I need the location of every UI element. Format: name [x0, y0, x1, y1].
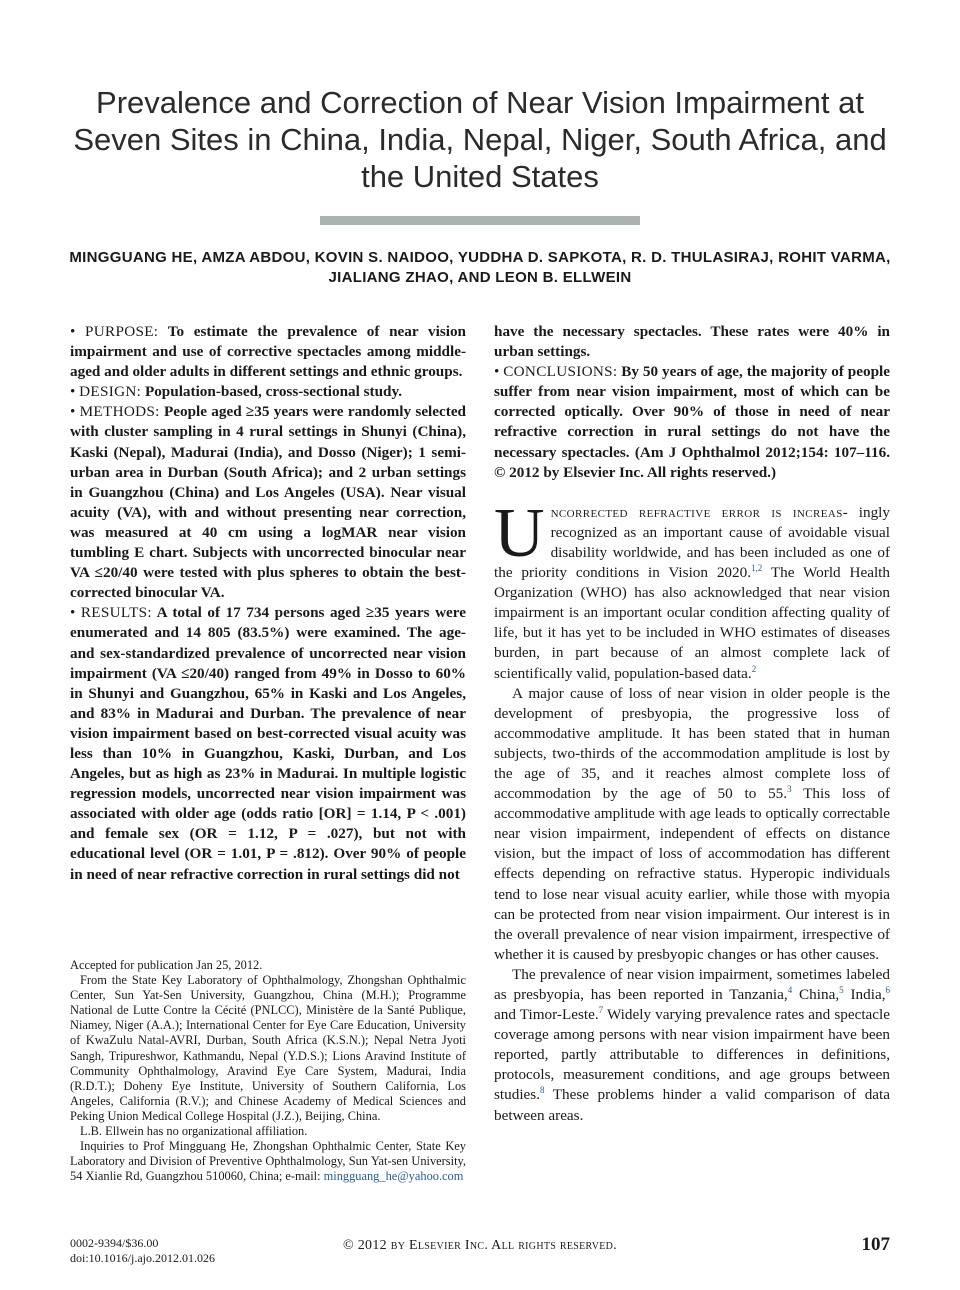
page-footer — [70, 1236, 890, 1276]
body-paragraph-2: A major cause of loss of near vision in older people is the development of presbyopia, the progressive loss of accommodative amplitude. It has been stated that in human subjects, two-thirds of the accommodation amplitude is lost by the age of 35, and it reaches almost complete loss of accommodation by the age of 50 to 55.$^3$ This loss of accommodative amplitude with age leads to optically correctable near vision impairment, independent of effects on distance vision, but the impact of loss of accommodation has different effects depending on refractive status. Hyperopic individuals tend to lose near visual acuity earlier, while those with myopia can be protected from near vision impairment. Our interest is in the overall prevalence of near vision impairment, irrespective of whether it is caused by presbyopic changes or has other causes. — [494, 684, 890, 963]
design-text: Population-based, cross-sectional study. — [144, 383, 403, 401]
reference-link[interactable]: 6 — [885, 984, 890, 995]
reference-link[interactable]: 8 — [540, 1085, 545, 1096]
drop-cap: U — [494, 494, 545, 572]
doi: doi:10.1016/j.ajo.2012.01.026 — [70, 1251, 215, 1265]
purpose-label: PURPOSE: — [85, 323, 159, 340]
abstract-results-continued: have the necessary spectacles. These rates were 40% in urban settings. — [494, 323, 890, 361]
accepted-date: Accepted for publication Jan 25, 2012. — [70, 958, 263, 972]
title-rule — [320, 216, 640, 225]
email-link[interactable]: mingguang_he@yahoo.com — [323, 1169, 464, 1184]
methods-label: METHODS: — [79, 403, 160, 421]
design-label: DESIGN: — [79, 383, 142, 401]
right-column — [494, 322, 890, 1126]
reference-link[interactable]: 5 — [839, 984, 844, 995]
abstract-purpose: • PURPOSE: To estimate the prevalence of near vision impairment and use of corrective spectacles among middle-aged and older adults in different settings and ethnic groups. — [70, 323, 466, 381]
article-title: Prevalence and Correction of Near Vision Impairment at Seven Sites in China, India, Nepal, Niger, South Africa, and the United States — [73, 85, 887, 194]
disclosure: L.B. Ellwein has no organizational affiliation. — [80, 1124, 308, 1139]
correspondence: Inquiries to Prof Mingguang He, Zhongshan Ophthalmic Center, State Key Laboratory and Division of Preventive Ophthalmology, Sun Yat-sen University, 54 Xianlie Rd, Guangzhou 510060, China; e-mail: mingguang_he@yahoo.com — [70, 1139, 466, 1184]
journal-citation: (Am J Ophthalmol 2012;154: 107–116. © 2012 by Elsevier Inc. All rights reserved.) — [494, 443, 890, 481]
results-label: RESULTS: — [80, 604, 152, 622]
abstract-methods: • METHODS: People aged ≥35 years were randomly selected with cluster sampling in 4 rural settings in Shunyi (China), Kaski (Nepal), Madurai (India), and Dosso (Niger); 1 semi-urban area in Durban (South Africa); and 2 urban settings in Guangzhou (China) and Los Angeles (USA). Near visual acuity (VA), with and without presenting near correction, was measured at 40 cm using a logMAR near vision tumbling E chart. Subjects with uncorrected binocular near VA ≤20/40 were tested with plus spheres to obtain the best-corrected binocular VA. — [70, 403, 467, 602]
issn-price: 0002-9394/$36.00 — [70, 1236, 159, 1250]
article-body — [494, 494, 890, 1126]
abstract-left-column — [70, 322, 466, 885]
body-paragraph-3: The prevalence of near vision impairment, sometimes labeled as presbyopia, has been reported in Tanzania,$^4$ China,$^5$ India,$^6$ and Timor-Leste.$^7$ Widely varying prevalence rates and spectacle coverage among persons with near vision impairment have been reported, partly attributable to differences in definitions, protocols, measurement conditions, and age groups between studies.$^8$ These problems hinder a valid comparison of data between areas. — [494, 965, 890, 1124]
purpose-text: To estimate the prevalence of near vision impairment and use of corrective spectacles among middle-aged and older adults in different settings and ethnic groups. — [70, 323, 466, 381]
abstract-results: • RESULTS: A total of 17 734 persons aged ≥35 years were enumerated and 14 805 (83.5%) were examined. The age- and sex-standardized prevalence of uncorrected near vision impairment (VA ≤20/40) ranged from 49% in Dosso to 60% in Shunyi and Guangzhou, 65% in Kaski and Los Angeles, and 83% in Madurai and Durban. The prevalence of near vision impairment based on best-corrected visual acuity was less than 10% in Guangzhou, Kaski, Durban, and Los Angeles, but as high as 23% in Madurai. In multiple logistic regression models, uncorrected near vision impairment was associated with older age (odds ratio [OR] = 1.14, P < .001) and female sex (OR = 1.12, P = .027), but not with educational level (OR = 1.01, P = .812). Over 90% of people in need of near refractive correction in rural settings did not — [70, 604, 466, 883]
reference-link[interactable]: 4 — [787, 984, 793, 995]
body-paragraph-1: Uncorrected refractive error is increas- ingly recognized as an important cause of avoidable visual disability worldwide, and has been included as one of the priority conditions in Vision 2020.$^{1,2}$ The World Health Organization (WHO) has also acknowledged that near vision impairment is an important ocular condition affecting quality of life, but it has yet to be included in WHO estimates of diseases burden, in part because of an almost complete lack of scientifically valid, population-based data.$^2$ — [494, 494, 890, 682]
author-list: MINGGUANG HE, AMZA ABDOU, KOVIN S. NAIDOO, YUDDHA D. SAPKOTA, R. D. THULASIRAJ, ROHIT VARMA, JIALIANG ZHAO, AND LEON B. ELLWEIN — [69, 249, 891, 286]
abstract-conclusions: • CONCLUSIONS: By 50 years of age, the majority of people suffer from near vision impairment, most of which can be corrected optically. Over 90% of those in need of near refractive correction in rural settings do not have the necessary spectacles. (Am J Ophthalmol 2012;154: 107–116. © 2012 by Elsevier Inc. All rights reserved.) — [494, 363, 890, 481]
conclusions-label: CONCLUSIONS: — [503, 363, 618, 381]
page-number: 107 — [861, 1234, 890, 1255]
reference-link[interactable]: 3 — [787, 784, 792, 794]
reference-link[interactable]: 1,2 — [751, 562, 763, 573]
copyright-notice: © 2012 by Elsevier Inc. All rights reserved. — [343, 1238, 617, 1253]
results-text: A total of 17 734 persons aged ≥35 years were enumerated and 14 805 (83.5%) were examined. The age- and sex-standardized prevalence of uncorrected near vision impairment (VA ≤20/40) ranged from 49% in Dosso to 60% in Shunyi and Guangzhou, 65% in Kaski and Los Angeles, and 83% in Madurai and Durban. The prevalence of near vision impairment based on best-corrected visual acuity was less than 10% in Guangzhou, Kaski, Durban, and Los Angeles, but as high as 23% in Madurai. In multiple logistic regression models, uncorrected near vision impairment was associated with older age (odds ratio [OR] = 1.14, P < .001) and female sex (OR = 1.12, P = .027), but not with educational level (OR = 1.01, P = .812). Over 90% of people in need of near refractive correction in rural settings did not — [70, 604, 466, 883]
abstract-design: • DESIGN: Population-based, cross-sectional study. — [70, 383, 403, 401]
reference-link[interactable]: 2 — [751, 663, 757, 674]
conclusions-text: By 50 years of age, the majority of people suffer from near vision impairment, most of which can be corrected optically. Over 90% of those in need of near refractive correction in rural settings do not have the necessary spectacles. — [494, 363, 890, 461]
methods-text: People aged ≥35 years were randomly selected with cluster sampling in 4 rural settings in Shunyi (China), Kaski (Nepal), Madurai (India), and Dosso (Niger); 1 semi-urban area in Durban (South Africa); and 2 urban settings in Guangzhou (China) and Los Angeles (USA). Near visual acuity (VA), with and without presenting near correction, was measured at 40 cm using a logMAR near vision tumbling E chart. Subjects with uncorrected binocular near VA ≤20/40 were tested with plus spheres to obtain the best-corrected binocular VA. — [70, 403, 467, 602]
affiliations: From the State Key Laboratory of Ophthalmology, Zhongshan Ophthalmic Center, Sun Yat-Sen University, Guangzhou, China (M.H.); Programme National de Lutte Contre la Cécité (PNLCC), Ministère de la Santé Publique, Niamey, Niger (A.A.); International Center for Eye Care Education, University of KwaZulu Natal-AVRI, Durban, South Africa (K.S.N.); Nepal Netra Jyoti Sangh, Tripureshwor, Kathmandu, Nepal (Y.D.S.); Lions Aravind Institute of Community Ophthalmology, Aravind Eye Care System, Madurai, India (R.D.T.); Doheny Eye Institute, University of Southern California, Los Angeles, California (R.V.); and Chinese Academy of Medical Sciences and Peking Union Medical College Hospital (J.Z.), Beijing, China. — [70, 973, 466, 1123]
article-footnote — [70, 958, 466, 1184]
reference-link[interactable]: 7 — [598, 1005, 604, 1016]
